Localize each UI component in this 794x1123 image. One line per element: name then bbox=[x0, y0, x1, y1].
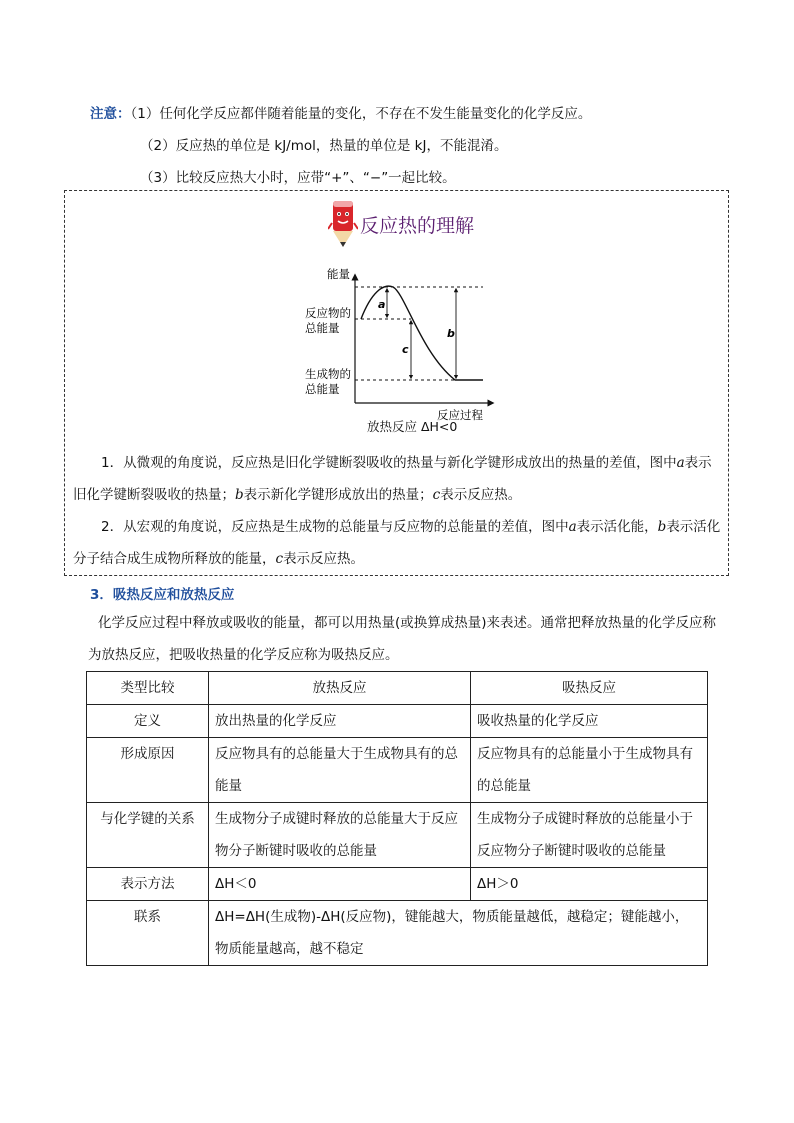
table-header-row bbox=[87, 672, 708, 705]
micro-paragraph: 1．从微观的角度说，反应热是旧化学键断裂吸收的热量与新化学键形成放出的热量的差值，图中a表示旧化学键断裂吸收的热量；b表示新化学键形成放出的热量；c表示反应热。 bbox=[73, 455, 712, 503]
section-paragraph: 化学反应过程中释放或吸收的能量，都可以用热量(或换算成热量)来表述。通常把释放热量的化学反应称为放热反应，把吸收热量的化学反应称为吸热反应。 bbox=[88, 615, 717, 663]
row-label: 形成原因 bbox=[87, 738, 209, 803]
header-cell: 类型比较 bbox=[87, 672, 209, 705]
row-label: 与化学键的关系 bbox=[87, 803, 209, 868]
note-heading: 注意： bbox=[90, 106, 131, 122]
label-c: c bbox=[402, 343, 409, 356]
label-a: a bbox=[378, 298, 386, 311]
banner bbox=[328, 197, 475, 249]
banner-title: 反应热的理解 bbox=[360, 215, 475, 237]
note-1-text: （1）任何化学反应都伴随着能量的变化，不存在不发生能量变化的化学反应。 bbox=[130, 106, 592, 122]
understanding-box bbox=[64, 190, 729, 576]
table-row bbox=[87, 705, 708, 738]
exo-cell: ΔH＜0 bbox=[209, 868, 471, 901]
exo-cell: 反应物具有的总能量大于生成物具有的总能量 bbox=[209, 738, 471, 803]
header-cell: 放热反应 bbox=[209, 672, 471, 705]
row-label: 定义 bbox=[87, 705, 209, 738]
product-label-1: 生成物的 bbox=[305, 367, 351, 381]
exo-cell: 生成物分子成键时释放的总能量大于反应物分子断键时吸收的总能量 bbox=[209, 803, 471, 868]
energy-diagram bbox=[301, 263, 501, 433]
product-label-2: 总能量 bbox=[305, 382, 340, 396]
table-row bbox=[87, 901, 708, 966]
diagram-caption: 放热反应 ΔH<0 bbox=[367, 419, 458, 434]
note-line-3: （3）比较反应热大小时，应带“+”、“−”一起比较。 bbox=[140, 170, 456, 186]
table-row bbox=[87, 803, 708, 868]
section-title: 3．吸热反应和放热反应 bbox=[90, 587, 235, 603]
endo-cell: 反应物具有的总能量小于生成物具有的总能量 bbox=[471, 738, 708, 803]
x-axis-label: 反应过程 bbox=[437, 408, 483, 422]
comparison-table bbox=[86, 671, 708, 966]
exo-cell: 放出热量的化学反应 bbox=[209, 705, 471, 738]
link-cell: ΔH=ΔH(生成物)-ΔH(反应物)，键能越大，物质能量越低，越稳定；键能越小，物质能量越高，越不稳定 bbox=[209, 901, 708, 966]
endo-cell: 生成物分子成键时释放的总能量小于反应物分子断键时吸收的总能量 bbox=[471, 803, 708, 868]
note-line-2: （2）反应热的单位是 kJ/mol，热量的单位是 kJ，不能混淆。 bbox=[140, 138, 508, 154]
pencil-icon bbox=[328, 197, 358, 251]
reactant-label-2: 总能量 bbox=[305, 321, 340, 335]
row-label: 联系 bbox=[87, 901, 209, 966]
table-row bbox=[87, 868, 708, 901]
table-row bbox=[87, 738, 708, 803]
macro-paragraph: 2．从宏观的角度说，反应热是生成物的总能量与反应物的总能量的差值，图中a表示活化能，b表示活化分子结合成生成物所释放的能量，c表示反应热。 bbox=[73, 519, 721, 567]
note-line-1 bbox=[90, 102, 591, 122]
reactant-label-1: 反应物的 bbox=[305, 306, 351, 320]
y-axis-label: 能量 bbox=[327, 267, 350, 281]
endo-cell: ΔH＞0 bbox=[471, 868, 708, 901]
header-cell: 吸热反应 bbox=[471, 672, 708, 705]
label-b: b bbox=[447, 327, 455, 340]
row-label: 表示方法 bbox=[87, 868, 209, 901]
endo-cell: 吸收热量的化学反应 bbox=[471, 705, 708, 738]
